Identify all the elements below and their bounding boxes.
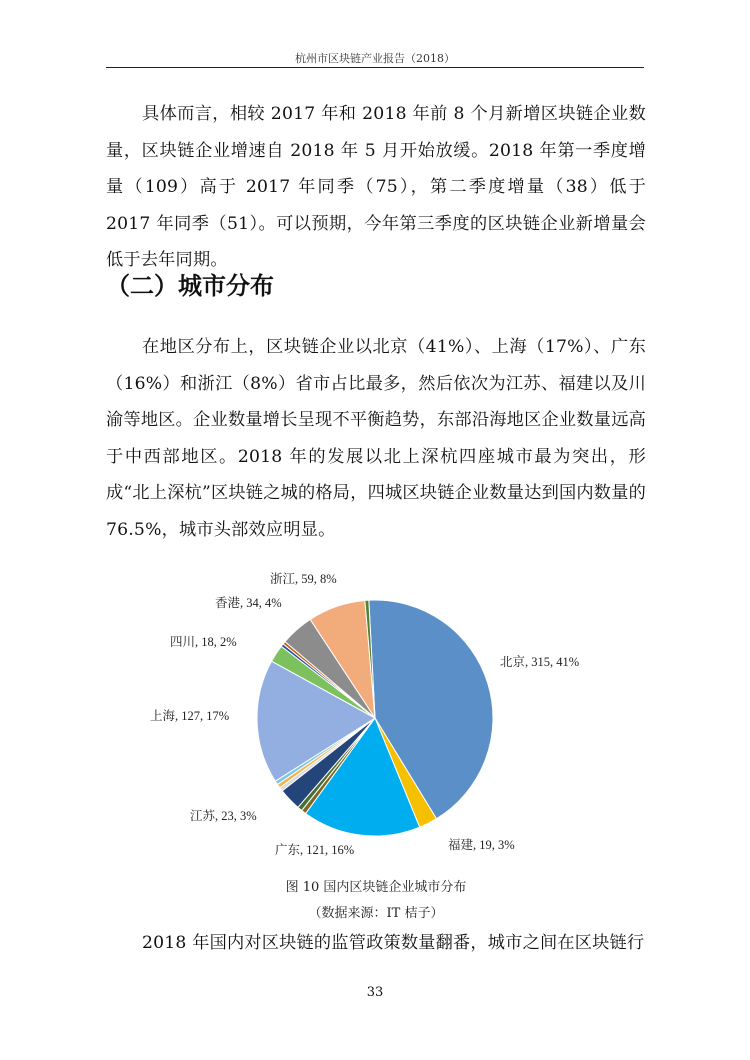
slice-label-福建: 福建, 19, 3% [448, 838, 515, 852]
page-number: 33 [366, 985, 384, 1000]
slice-label-广东: 广东, 121, 16% [275, 843, 355, 857]
section-title: （二）城市分布 [106, 272, 274, 300]
paragraph-growth-comparison: 具体而言，相较 2017 年和 2018 年前 8 个月新增区块链企业数量，区块链企业增速自 2018 年 5 月开始放缓。2018 年第一季度增量（109）高于 2017 年同季（75），第二季度增量（38）低于 2017 年同季（51）。可以预期，今年第三季度的区块链企业新增量会低于去年同期。 [106, 104, 646, 270]
figure-source: （数据来源：IT 桔子） [308, 906, 444, 921]
slice-label-上海: 上海, 127, 17% [150, 709, 230, 723]
slice-label-北京: 北京, 315, 41% [500, 655, 580, 669]
paragraph-policy: 2018 年国内对区块链的监管政策数量翻番，城市之间在区块链行 [142, 933, 645, 953]
slice-label-江苏: 江苏, 23, 3% [190, 809, 257, 823]
figure-caption: 图 10 国内区块链企业城市分布 [285, 880, 467, 895]
slice-label-浙江: 浙江, 59, 8% [270, 572, 337, 586]
header-rule [106, 67, 644, 68]
slice-label-香港: 香港, 34, 4% [215, 596, 282, 610]
city-distribution-pie-chart [130, 560, 620, 870]
slice-label-四川: 四川, 18, 2% [170, 635, 237, 649]
paragraph-city-distribution: 在地区分布上，区块链企业以北京（41%）、上海（17%）、广东（16%）和浙江（8%）省市占比最多，然后依次为江苏、福建以及川渝等地区。企业数量增长呈现不平衡趋势，东部沿海地区企业数量远高于中西部地区。2018 年的发展以北上深杭四座城市最为突出，形成“北上深杭”区块链之城的格局，四城区块链企业数量达到国内数量的 76.5%，城市头部效应明显。 [106, 337, 646, 540]
running-header: 杭州市区块链产业报告（2018） [295, 52, 455, 65]
